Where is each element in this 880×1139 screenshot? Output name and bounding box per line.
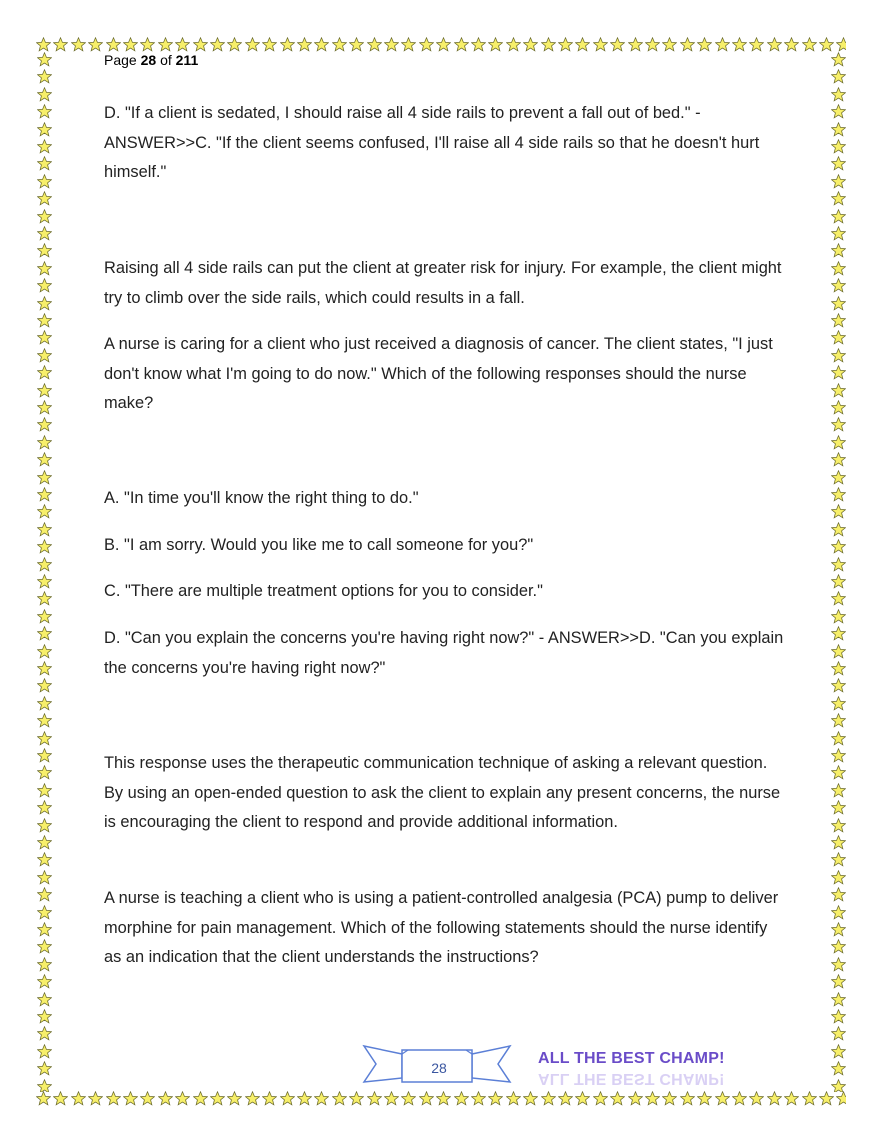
star-icon [297,37,312,52]
star-icon [88,37,103,52]
star-icon [37,261,52,276]
star-icon [558,1091,573,1106]
star-icon [37,522,52,537]
star-icon [697,37,712,52]
star-icon [558,37,573,52]
star-icon [37,644,52,659]
star-icon [37,435,52,450]
star-icon [831,330,846,345]
star-icon [831,417,846,432]
star-icon [610,1091,625,1106]
star-icon [831,922,846,937]
star-icon [37,69,52,84]
star-icon [37,557,52,572]
star-icon [37,87,52,102]
star-icon [831,278,846,293]
star-icon [831,522,846,537]
star-icon [37,470,52,485]
star-icon [37,122,52,137]
star-icon [37,383,52,398]
star-icon [831,992,846,1007]
star-icon [280,37,295,52]
star-icon [831,818,846,833]
star-icon [831,487,846,502]
star-icon [37,296,52,311]
star-icon [541,1091,556,1106]
star-border-right [830,52,848,1092]
footer-page-number: 28 [431,1060,447,1076]
star-icon [749,1091,764,1106]
star-icon [53,1091,68,1106]
star-icon [831,470,846,485]
star-icon [37,52,52,67]
star-icon [37,765,52,780]
star-icon [37,591,52,606]
star-icon [71,37,86,52]
star-icon [831,731,846,746]
star-icon [831,348,846,363]
star-icon [662,37,677,52]
page-of: of [160,52,172,68]
star-icon [784,1091,799,1106]
star-icon [314,1091,329,1106]
star-icon [123,1091,138,1106]
star-icon [37,1044,52,1059]
star-icon [384,1091,399,1106]
star-icon [645,1091,660,1106]
star-icon [36,37,51,52]
star-icon [831,452,846,467]
star-icon [37,1079,52,1092]
star-icon [349,37,364,52]
star-icon [819,37,834,52]
star-icon [784,37,799,52]
footer-slogan-reflection: ALL THE BEST CHAMP! [538,1070,725,1087]
option-d-answer: D. "Can you explain the concerns you're having right now?" - ANSWER>>D. "Can you explain the concerns you're having right now?" [104,629,784,677]
star-icon [37,330,52,345]
star-icon [37,939,52,954]
star-icon [436,37,451,52]
star-icon [831,296,846,311]
star-icon [37,313,52,328]
star-icon [541,37,556,52]
star-icon [367,1091,382,1106]
star-icon [662,1091,677,1106]
star-icon [523,1091,538,1106]
star-icon [471,1091,486,1106]
star-icon [831,87,846,102]
star-icon [831,765,846,780]
star-icon [158,37,173,52]
star-icon [831,261,846,276]
star-icon [37,504,52,519]
star-icon [227,37,242,52]
star-icon [831,174,846,189]
star-icon [767,1091,782,1106]
star-icon [53,37,68,52]
star-icon [575,37,590,52]
star-icon [37,574,52,589]
star-icon [37,452,52,467]
star-icon [37,1026,52,1041]
star-icon [210,1091,225,1106]
star-icon [831,383,846,398]
star-icon [831,104,846,119]
star-icon [37,348,52,363]
star-icon [349,1091,364,1106]
star-icon [37,922,52,937]
star-icon [454,1091,469,1106]
star-icon [436,1091,451,1106]
star-icon [37,609,52,624]
star-icon [37,191,52,206]
star-icon [831,1009,846,1024]
star-border-bottom [36,1090,846,1108]
star-icon [506,1091,521,1106]
star-icon [37,400,52,415]
star-icon [37,243,52,258]
star-icon [419,1091,434,1106]
star-icon [262,37,277,52]
star-icon [831,713,846,728]
star-icon [831,226,846,241]
star-icon [767,37,782,52]
star-icon [749,37,764,52]
star-icon [831,661,846,676]
star-icon [37,835,52,850]
star-icon [645,37,660,52]
star-icon [37,905,52,920]
star-icon [37,417,52,432]
star-icon [297,1091,312,1106]
star-icon [37,992,52,1007]
question-cancer-diagnosis: A nurse is caring for a client who just received a diagnosis of cancer. The client states, "I just don't know what I'm going to do now." Which of the following responses should the nurse make? [104,335,773,412]
star-icon [831,1061,846,1076]
star-icon [37,661,52,676]
star-icon [158,1091,173,1106]
star-icon [831,939,846,954]
star-icon [831,591,846,606]
star-icon [384,37,399,52]
star-icon [332,37,347,52]
star-icon [628,37,643,52]
star-icon [831,696,846,711]
star-icon [831,504,846,519]
star-icon [37,1061,52,1076]
star-icon [488,1091,503,1106]
star-icon [831,122,846,137]
star-icon [37,870,52,885]
question-pca-pump: A nurse is teaching a client who is using a patient-controlled analgesia (PCA) pump to deliver morphine for pain management. Which of the following statements should the nurse identify as an indication that the client understands the instructions? [104,889,779,966]
star-icon [831,365,846,380]
option-b: B. "I am sorry. Would you like me to call someone for you?" [104,536,534,554]
rationale-side-rails: Raising all 4 side rails can put the client at greater risk for injury. For example, the client might try to climb over the side rails, which could results in a fall. [104,259,782,307]
star-icon [831,887,846,902]
star-icon [37,139,52,154]
star-icon [140,37,155,52]
star-icon [831,191,846,206]
star-icon [37,487,52,502]
star-icon [831,1026,846,1041]
option-a: A. "In time you'll know the right thing to do." [104,489,419,507]
star-icon [37,748,52,763]
star-icon [831,539,846,554]
star-icon [831,678,846,693]
star-icon [831,835,846,850]
star-icon [37,713,52,728]
star-icon [227,1091,242,1106]
star-icon [831,1044,846,1059]
star-icon [262,1091,277,1106]
star-icon [454,37,469,52]
star-icon [37,156,52,171]
star-icon [831,870,846,885]
star-icon [332,1091,347,1106]
star-icon [210,37,225,52]
star-icon [37,957,52,972]
page-total: 211 [175,52,199,68]
star-icon [37,852,52,867]
star-icon [419,37,434,52]
star-icon [831,574,846,589]
star-icon [831,156,846,171]
star-icon [732,1091,747,1106]
star-icon [37,731,52,746]
option-c: C. "There are multiple treatment options for you to consider." [104,582,543,600]
star-icon [831,52,846,67]
star-icon [471,37,486,52]
star-icon [37,174,52,189]
star-icon [831,626,846,641]
star-icon [37,226,52,241]
star-icon [401,37,416,52]
star-border-left [36,52,54,1092]
star-icon [831,400,846,415]
star-icon [37,678,52,693]
star-icon [193,1091,208,1106]
star-icon [593,1091,608,1106]
star-icon [488,37,503,52]
star-icon [140,1091,155,1106]
star-icon [715,1091,730,1106]
star-icon [175,37,190,52]
star-icon [37,974,52,989]
page-prefix: Page [104,52,137,68]
star-icon [831,800,846,815]
rationale-therapeutic: This response uses the therapeutic communication technique of asking a relevant question. By using an open-ended question to ask the client to explain any present concerns, the nurse is encouraging the client to respond and provide additional information. [104,754,781,831]
star-icon [831,905,846,920]
star-icon [106,1091,121,1106]
page-current: 28 [140,52,157,68]
star-icon [401,1091,416,1106]
star-icon [593,37,608,52]
footer-slogan: ALL THE BEST CHAMP! [538,1050,725,1067]
star-icon [831,957,846,972]
star-icon [831,609,846,624]
star-icon [71,1091,86,1106]
star-icon [802,37,817,52]
star-icon [37,626,52,641]
star-icon [37,209,52,224]
star-icon [831,557,846,572]
star-icon [193,37,208,52]
star-icon [506,37,521,52]
star-icon [245,1091,260,1106]
page-indicator [104,52,198,68]
star-icon [831,748,846,763]
star-icon [831,243,846,258]
answer-paragraph-side-rails: D. "If a client is sedated, I should raise all 4 side rails to prevent a fall out of bed." - ANSWER>>C. "If the client seems confused, I'll raise all 4 side rails so that he doesn't hurt himself." [104,104,760,181]
star-icon [37,1009,52,1024]
star-icon [732,37,747,52]
star-icon [37,365,52,380]
star-icon [802,1091,817,1106]
star-icon [610,37,625,52]
star-icon [831,313,846,328]
star-icon [37,104,52,119]
star-icon [836,37,846,52]
star-icon [37,539,52,554]
star-icon [37,818,52,833]
star-icon [175,1091,190,1106]
star-icon [314,37,329,52]
star-icon [37,887,52,902]
star-icon [280,1091,295,1106]
star-icon [37,696,52,711]
star-icon [831,69,846,84]
star-icon [819,1091,834,1106]
star-icon [36,1091,51,1106]
star-icon [831,1079,846,1092]
star-icon [831,974,846,989]
star-icon [88,1091,103,1106]
star-icon [37,278,52,293]
star-icon [123,37,138,52]
star-icon [106,37,121,52]
star-icon [831,209,846,224]
star-icon [367,37,382,52]
star-icon [37,783,52,798]
star-icon [523,37,538,52]
star-icon [831,644,846,659]
star-icon [575,1091,590,1106]
star-icon [680,1091,695,1106]
star-icon [680,37,695,52]
star-icon [245,37,260,52]
star-icon [836,1091,846,1106]
star-icon [37,800,52,815]
star-icon [831,139,846,154]
star-icon [831,435,846,450]
star-icon [831,783,846,798]
star-icon [628,1091,643,1106]
star-icon [831,852,846,867]
star-icon [715,37,730,52]
star-icon [697,1091,712,1106]
